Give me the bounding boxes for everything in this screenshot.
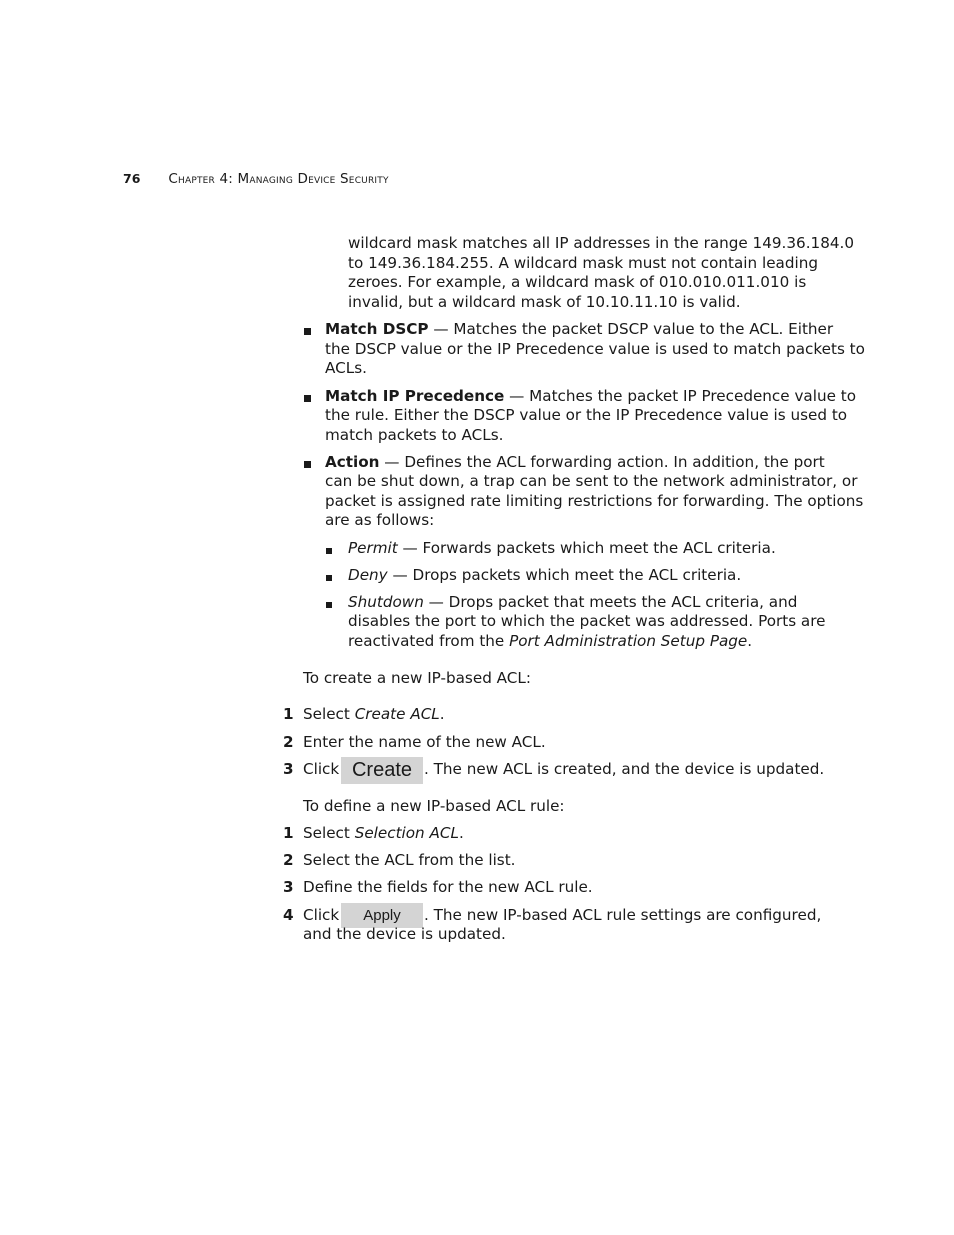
sub-bullet-term: Shutdown (348, 593, 424, 611)
create-button[interactable]: Create (341, 757, 423, 784)
procedure-intro: To create a new IP-based ACL: (303, 669, 531, 687)
sub-bullet-line (348, 539, 776, 558)
step-text (303, 824, 464, 843)
step-number: 4 (283, 906, 294, 924)
sub-bullet-text: — Drops packet that meets the ACL criteria, and (423, 593, 798, 611)
step-number: 2 (283, 733, 294, 751)
bullet-line: match packets to ACLs. (325, 426, 504, 444)
page-number: 76 (123, 171, 141, 186)
menu-reference: Selection ACL (354, 824, 459, 842)
running-header (123, 171, 389, 187)
bullet-term: Match IP Precedence (325, 387, 505, 405)
step-text: . The new ACL is created, and the device is updated. (424, 760, 825, 778)
sub-bullet-line: disables the port to which the packet was addressed. Ports are (348, 612, 826, 630)
bullet-text: — Matches the packet DSCP value to the ACL. Either (428, 320, 834, 338)
step-text: and the device is updated. (303, 925, 506, 943)
bullet-marker (304, 395, 311, 402)
step-number: 2 (283, 851, 294, 869)
sub-bullet-text: reactivated from the (348, 632, 510, 650)
bullet-line (325, 453, 825, 472)
procedure-intro: To define a new IP-based ACL rule: (303, 797, 565, 815)
step-text: Define the fields for the new ACL rule. (303, 878, 593, 896)
sub-bullet-term: Deny (348, 566, 388, 584)
bullet-marker (304, 328, 311, 335)
intro-line: to 149.36.184.255. A wildcard mask must not contain leading (348, 254, 818, 272)
step-text: Click (303, 760, 340, 778)
step-text (303, 705, 445, 724)
step-text: . The new IP-based ACL rule settings are configured, (424, 906, 822, 924)
step-number: 3 (283, 760, 294, 778)
step-text-part: . (439, 705, 445, 723)
bullet-line: can be shut down, a trap can be sent to the network administrator, or (325, 472, 858, 490)
step-text: Enter the name of the new ACL. (303, 733, 546, 751)
step-text-part: Select (303, 824, 355, 842)
sub-bullet-line (348, 593, 797, 612)
sub-bullet-text: — Drops packets which meet the ACL criteria. (387, 566, 742, 584)
bullet-marker (304, 461, 311, 468)
sub-bullet-text: . (747, 632, 753, 650)
menu-reference: Create ACL (354, 705, 440, 723)
sub-bullet-line (348, 632, 752, 651)
step-text: Click (303, 906, 340, 924)
step-number: 1 (283, 705, 294, 723)
intro-line: wildcard mask matches all IP addresses in the range 149.36.184.0 (348, 234, 855, 252)
bullet-term: Match DSCP (325, 320, 429, 338)
sub-bullet-marker (326, 548, 332, 554)
bullet-line: ACLs. (325, 359, 367, 377)
bullet-line (325, 387, 856, 406)
bullet-term: Action (325, 453, 380, 471)
sub-bullet-line (348, 566, 741, 585)
bullet-line: packet is assigned rate limiting restrictions for forwarding. The options (325, 492, 864, 510)
apply-button[interactable]: Apply (341, 903, 423, 928)
bullet-line: are as follows: (325, 511, 435, 529)
step-text-part: Select (303, 705, 355, 723)
page-reference: Port Administration Setup Page (509, 632, 748, 650)
intro-line: invalid, but a wildcard mask of 10.10.11.10 is valid. (348, 293, 741, 311)
sub-bullet-text: — Forwards packets which meet the ACL criteria. (397, 539, 776, 557)
step-text-part: . (458, 824, 464, 842)
bullet-text: — Defines the ACL forwarding action. In addition, the port (379, 453, 825, 471)
sub-bullet-marker (326, 575, 332, 581)
step-number: 3 (283, 878, 294, 896)
bullet-text: — Matches the packet IP Precedence value to (504, 387, 857, 405)
sub-bullet-term: Permit (348, 539, 398, 557)
bullet-line (325, 320, 833, 339)
step-number: 1 (283, 824, 294, 842)
bullet-line: the DSCP value or the IP Precedence value is used to match packets to (325, 340, 865, 358)
bullet-line: the rule. Either the DSCP value or the IP Precedence value is used to (325, 406, 848, 424)
chapter-title: Chapter 4: Managing Device Security (168, 171, 389, 187)
step-text: Select the ACL from the list. (303, 851, 516, 869)
intro-line: zeroes. For example, a wildcard mask of 010.010.011.010 is (348, 273, 807, 291)
sub-bullet-marker (326, 602, 332, 608)
